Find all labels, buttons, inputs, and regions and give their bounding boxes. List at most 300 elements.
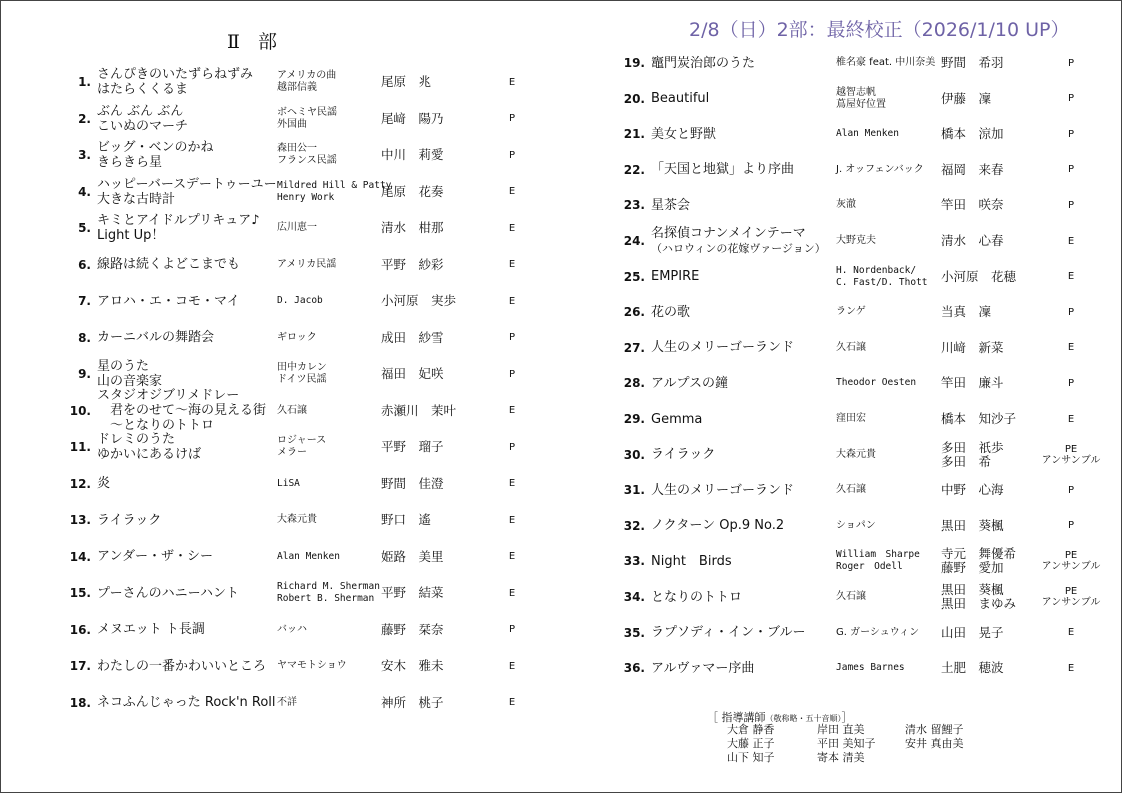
- program-performer: [941, 163, 1004, 177]
- program-composer-line: James Barnes: [836, 662, 905, 674]
- program-composer: [277, 660, 347, 672]
- program-number: 25.: [623, 269, 645, 284]
- program-row: [621, 651, 1111, 685]
- program-performer-line: 当真 凜: [941, 304, 992, 320]
- program-row: [621, 331, 1111, 365]
- program-number: 6.: [78, 257, 91, 272]
- part-title: Ⅱ 部: [227, 31, 283, 53]
- program-category: [482, 697, 542, 708]
- program-composer-line: 不詳: [277, 696, 297, 708]
- program-performer-line: 福田 妃咲: [381, 366, 444, 381]
- program-performer-line: 尾﨑 陽乃: [381, 110, 444, 126]
- program-composer: [836, 549, 920, 573]
- program-title: [97, 67, 253, 97]
- program-title-line: 大きな古時計: [97, 191, 176, 207]
- program-category: [1041, 58, 1101, 69]
- program-title-line: 線路は続くよどこまでも: [97, 257, 241, 272]
- program-category-line: P: [1067, 306, 1075, 318]
- program-performer-line: 土肥 穂波: [941, 660, 1004, 676]
- program-performer-line: 藤野 愛加: [941, 560, 1004, 576]
- program-composer-line: Alan Menken: [277, 550, 340, 562]
- program-category-line: E: [1067, 235, 1075, 247]
- program-title-line: キミとアイドルプリキュア♪: [97, 213, 260, 228]
- program-category: [1041, 307, 1101, 318]
- program-title-line: ライラック: [97, 512, 162, 528]
- program-performer: [941, 583, 1016, 611]
- program-composer-line: ショパン: [836, 519, 876, 531]
- program-composer: [836, 199, 856, 211]
- program-category: [1041, 520, 1101, 531]
- program-composer-line: J. オッフェンバック: [836, 163, 924, 175]
- program-composer-line: Richard M. Sherman: [277, 581, 380, 592]
- program-number: 18.: [69, 695, 91, 710]
- program-performer: [941, 441, 1004, 469]
- program-title: [651, 447, 715, 462]
- program-category-line: PE: [1064, 550, 1078, 562]
- program-number: 19.: [623, 56, 645, 70]
- program-performer-line: 成田 紗雪: [381, 329, 444, 345]
- program-row: [67, 686, 547, 720]
- program-composer: [836, 342, 866, 354]
- program-performer-line: 黒田 まゆみ: [941, 596, 1017, 611]
- program-category-line: E: [508, 697, 516, 708]
- teacher-name: 清水 留鯉子: [905, 723, 964, 736]
- program-performer-line: 黒田 葵楓: [941, 582, 1004, 597]
- program-composer-line: LiSA: [277, 477, 300, 489]
- program-performer-line: 伊藤 凜: [941, 90, 992, 106]
- program-row: [621, 117, 1111, 151]
- program-composer: [277, 581, 380, 605]
- program-composer-line: ランゲ: [836, 306, 866, 318]
- program-composer-line: 大森元貴: [277, 514, 317, 525]
- program-performer-line: 中川 莉愛: [381, 147, 444, 162]
- program-composer-line: G. ガーシュウィン: [836, 626, 920, 638]
- program-composer: [836, 520, 876, 532]
- program-category: [1041, 164, 1101, 175]
- program-title-line: アロハ・エ・コモ・マイ: [97, 293, 240, 309]
- teachers-heading-note: （敬称略・五十音順）: [765, 714, 842, 723]
- program-performer-line: 平野 紗彩: [381, 256, 444, 272]
- program-composer: [277, 362, 327, 386]
- program-performer-line: 黒田 葵楓: [941, 517, 1004, 533]
- program-performer: [941, 341, 1004, 355]
- program-title-line: 人生のメリーゴーランド: [651, 340, 795, 356]
- program-performer: [941, 234, 1004, 248]
- program-title-line: はたらくくるま: [97, 82, 189, 97]
- program-category-line: P: [508, 624, 516, 635]
- program-composer: [277, 624, 307, 636]
- program-category: [482, 186, 542, 197]
- program-performer: [941, 56, 1004, 70]
- program-composer: [277, 259, 336, 271]
- program-category: [482, 661, 542, 672]
- program-number: 20.: [623, 91, 645, 106]
- program-title-line: 星のうた: [97, 359, 150, 374]
- program-title: [651, 226, 826, 256]
- program-composer: [836, 235, 876, 247]
- program-row: [621, 82, 1111, 116]
- program-performer-line: 神所 桃子: [381, 694, 444, 710]
- program-composer-line: 外国曲: [277, 118, 307, 130]
- program-title-line: 君をのせて～海の見える街: [97, 403, 267, 418]
- program-title: [97, 104, 188, 134]
- program-title-line: わたしの一番かわいいところ: [97, 658, 267, 674]
- program-number: 34.: [623, 590, 645, 604]
- program-number: 17.: [69, 659, 91, 673]
- program-title: [651, 376, 728, 391]
- program-performer: [381, 440, 444, 454]
- program-title-line: 炎: [97, 476, 111, 491]
- program-category-line: E: [508, 222, 516, 234]
- program-title-line: Gemma: [651, 411, 703, 427]
- program-composer-line: 大野克夫: [836, 235, 876, 246]
- program-title-line: こいぬのマーチ: [97, 118, 189, 134]
- revision-note: 2/8（日）2部：最終校正（2026/1/10 UP）: [689, 19, 1070, 41]
- program-title-line: となりのトトロ: [651, 589, 743, 605]
- program-category-line: P: [508, 113, 516, 124]
- program-composer-line: D. Jacob: [277, 295, 323, 306]
- program-title: [97, 549, 213, 564]
- program-performer: [381, 185, 444, 199]
- program-performer-line: 川﨑 新菜: [941, 339, 1004, 355]
- program-title: [651, 198, 690, 213]
- program-category: [482, 405, 542, 416]
- program-title: [651, 127, 716, 142]
- program-composer: [277, 478, 300, 490]
- program-number: 16.: [69, 622, 91, 637]
- program-category-line: E: [508, 76, 516, 88]
- program-row: [67, 503, 547, 537]
- program-category-line: E: [508, 551, 516, 562]
- program-performer-line: 小河原 花穂: [941, 268, 1017, 284]
- program-category: [1041, 271, 1101, 282]
- program-category-line: E: [508, 478, 516, 489]
- program-category-line: P: [508, 149, 516, 161]
- program-composer-line: Henry Work: [277, 191, 335, 203]
- program-performer-line: 赤瀬川 茉叶: [381, 402, 457, 418]
- program-number: 7.: [78, 294, 91, 308]
- teachers-heading-close: ］: [841, 711, 853, 724]
- program-performer: [381, 623, 444, 637]
- program-category-line: E: [1067, 413, 1075, 425]
- program-row: [621, 580, 1111, 614]
- program-performer-line: 姫路 美里: [381, 548, 444, 564]
- program-category: [1041, 129, 1101, 140]
- teacher-name: 岸田 直美: [817, 723, 865, 736]
- program-row: [67, 540, 547, 574]
- program-composer-line: 森田公一: [277, 143, 317, 154]
- program-category: [1041, 93, 1101, 104]
- teacher-name: 寄本 清美: [817, 751, 865, 764]
- program-number: 4.: [78, 184, 91, 199]
- program-category-line: E: [508, 259, 516, 270]
- program-performer: [381, 294, 456, 308]
- program-performer: [941, 198, 1004, 212]
- program-composer-line: フランス民謡: [277, 155, 337, 166]
- program-composer: [277, 332, 317, 344]
- teachers-block: [707, 709, 964, 764]
- program-composer-line: 久石譲: [277, 404, 307, 416]
- program-performer: [941, 376, 1004, 390]
- program-number: 23.: [623, 198, 645, 213]
- program-title-line: 「天国と地獄」より序曲: [651, 162, 795, 178]
- program-performer-line: 寺元 舞優希: [941, 546, 1017, 562]
- program-row: [621, 438, 1111, 472]
- program-performer: [941, 305, 991, 319]
- program-category: [1041, 586, 1101, 608]
- program-row: [67, 430, 547, 464]
- program-performer-line: 小河原 実歩: [381, 293, 457, 308]
- program-category: [1041, 200, 1101, 211]
- program-title-line: Beautiful: [651, 91, 710, 107]
- program-title-line: プーさんのハニーハント: [97, 585, 239, 601]
- program-performer-line: 多田 祇歩: [941, 439, 1004, 455]
- program-title: [651, 340, 794, 355]
- program-category: [1041, 378, 1101, 389]
- program-category: [482, 150, 542, 161]
- teacher-name: 大倉 静香: [727, 723, 775, 736]
- program-performer-line: 清水 柑那: [381, 220, 444, 235]
- program-category-line: P: [508, 441, 516, 453]
- program-title: [651, 554, 732, 569]
- program-number: 12.: [69, 476, 91, 491]
- program-performer-line: 中野 心海: [941, 482, 1004, 498]
- program-title-line: アンダー・ザ・シー: [97, 549, 213, 564]
- program-composer-line: 灰澈: [836, 199, 856, 211]
- program-composer-line: 田中カレン: [277, 362, 327, 373]
- teachers-heading-open: ［ 指導講師: [707, 711, 766, 724]
- program-performer-line: 安木 雅未: [381, 658, 444, 673]
- program-category: [482, 478, 542, 489]
- program-title-line: さんぴきのいたずらねずみ: [97, 67, 254, 82]
- program-composer: [277, 143, 337, 167]
- program-category: [1041, 550, 1101, 572]
- program-composer: [836, 306, 866, 318]
- program-row: [67, 388, 547, 433]
- program-composer: [836, 265, 928, 289]
- program-title: [651, 162, 794, 177]
- program-composer: [836, 377, 916, 389]
- program-title: [97, 330, 214, 345]
- program-number: 9.: [78, 367, 91, 381]
- program-number: 27.: [623, 340, 645, 355]
- teacher-names: [727, 723, 985, 765]
- program-category: [482, 369, 542, 380]
- program-composer-line: 広川恵一: [277, 222, 317, 233]
- program-performer: [381, 659, 444, 673]
- program-category-line: P: [1067, 520, 1075, 532]
- program-number: 14.: [69, 549, 91, 564]
- program-performer: [941, 626, 1004, 640]
- program-category-line: E: [1067, 271, 1075, 283]
- program-row: [621, 260, 1111, 294]
- program-number: 1.: [78, 75, 91, 89]
- program-title-line: ネコふんじゃった Rock'n Roll: [97, 695, 276, 710]
- program-title: [651, 412, 702, 427]
- program-number: 2.: [78, 111, 91, 126]
- program-title-line: アルヴァマー序曲: [651, 660, 755, 676]
- program-performer-line: 竿田 廉斗: [941, 375, 1004, 391]
- program-composer-line: 椎名豪 feat. 中川奈美: [836, 57, 936, 68]
- program-row: [67, 649, 547, 683]
- program-title: [97, 659, 266, 674]
- teacher-name: 山下 知子: [727, 751, 775, 764]
- program-number: 5.: [78, 221, 91, 235]
- program-performer-line: 野間 希羽: [941, 55, 1004, 70]
- program-composer: [277, 435, 326, 459]
- program-composer: [277, 514, 317, 526]
- program-composer-line: ボヘミヤ民謡: [277, 106, 337, 118]
- program-title: [651, 661, 754, 676]
- program-row: [621, 402, 1111, 436]
- program-title: [651, 269, 699, 284]
- program-row: [67, 321, 547, 355]
- program-composer-line: ヤマモトショウ: [277, 660, 347, 671]
- program-composer-line: 久石譲: [836, 484, 866, 496]
- program-category: [482, 113, 542, 124]
- program-composer-line: 久石譲: [836, 341, 866, 353]
- program-composer: [836, 591, 866, 603]
- program-category-line: P: [1067, 164, 1075, 176]
- program-category-line: E: [508, 514, 516, 526]
- program-title: [97, 586, 239, 601]
- program-performer-line: 尾原 花奏: [381, 183, 444, 199]
- program-performer: [381, 696, 444, 710]
- program-composer: [836, 164, 924, 176]
- program-row: [67, 613, 547, 647]
- program-row: [621, 188, 1111, 222]
- program-category-line: E: [1067, 662, 1075, 674]
- program-category-line: E: [508, 295, 516, 307]
- program-row: [621, 224, 1111, 258]
- program-performer: [941, 412, 1016, 426]
- program-performer: [381, 367, 444, 381]
- program-performer: [381, 550, 444, 564]
- program-category: [482, 624, 542, 635]
- program-composer-line: 久石譲: [836, 591, 866, 602]
- program-title: [97, 140, 213, 170]
- program-category: [482, 588, 542, 599]
- program-number: 21.: [623, 127, 645, 142]
- program-composer-line: Alan Menken: [836, 128, 899, 140]
- program-row: [621, 366, 1111, 400]
- program-category: [482, 332, 542, 343]
- program-category: [1041, 236, 1101, 247]
- program-category: [482, 223, 542, 234]
- program-performer-line: 藤野 栞奈: [381, 621, 444, 637]
- program-performer: [941, 483, 1004, 497]
- program-performer: [941, 547, 1016, 575]
- program-number: 13.: [69, 513, 91, 527]
- program-number: 8.: [78, 330, 91, 345]
- program-category-line: E: [508, 587, 516, 599]
- program-performer: [381, 112, 444, 126]
- program-performer: [381, 513, 431, 527]
- teacher-name: 大藤 正子: [727, 737, 775, 750]
- program-title-line: 名探偵コナンメインテーマ: [651, 226, 806, 241]
- program-composer-line: アメリカの曲: [277, 70, 337, 81]
- program-title: [97, 476, 110, 491]
- program-title-line: ノクターン Op.9 No.2: [651, 518, 785, 534]
- program-composer: [277, 551, 340, 563]
- program-performer: [381, 404, 456, 418]
- program-number: 10.: [69, 403, 91, 418]
- program-performer-line: 野口 遙: [381, 512, 432, 527]
- program-title-line: ～となりのトトロ: [97, 418, 215, 433]
- program-composer: [277, 70, 336, 94]
- program-composer: [836, 128, 899, 140]
- program-title-line: 人生のメリーゴーランド: [651, 482, 795, 498]
- program-number: 28.: [623, 376, 645, 391]
- program-category: [1041, 485, 1101, 496]
- program-row: [621, 616, 1111, 650]
- program-category-line: P: [1067, 93, 1075, 105]
- program-performer-line: 尾原 兆: [381, 74, 432, 89]
- program-performer-line: 多田 希: [941, 453, 992, 469]
- program-row: [67, 102, 547, 136]
- program-category-line: P: [1067, 484, 1075, 496]
- program-title-line: ぶん ぶん ぶん: [97, 103, 184, 119]
- program-title-line: ハッピーバースデートゥーユー: [97, 176, 277, 192]
- program-category: [1041, 342, 1101, 353]
- program-title-line: ゆかいにあるけば: [97, 447, 202, 462]
- program-category-line: P: [1067, 57, 1075, 69]
- program-number: 29.: [623, 412, 645, 426]
- program-performer: [381, 586, 444, 600]
- program-category: [482, 442, 542, 453]
- program-composer: [277, 107, 337, 131]
- program-title-line: きらきら星: [97, 155, 163, 170]
- program-title-line: カーニバルの舞踏会: [97, 330, 215, 345]
- program-category-line: PE: [1064, 443, 1078, 455]
- program-title: [97, 359, 162, 389]
- program-title-line: Night Birds: [651, 553, 732, 569]
- program-title-line: EMPIRE: [651, 269, 700, 285]
- program-performer: [941, 270, 1016, 284]
- program-title: [651, 625, 805, 640]
- program-title-line: ラプソディ・イン・ブルー: [651, 625, 806, 641]
- program-title-line: 山の音楽家: [97, 374, 163, 389]
- program-composer-line: 蔦屋好位置: [836, 98, 886, 110]
- program-composer: [277, 405, 307, 417]
- program-category: [482, 259, 542, 270]
- program-composer-line: 越智志帆: [836, 86, 876, 98]
- program-composer-line: Theodor Oesten: [836, 377, 917, 389]
- program-title: [651, 305, 690, 320]
- program-category-line: P: [1067, 377, 1075, 389]
- program-number: 11.: [69, 440, 91, 454]
- program-composer: [277, 222, 317, 234]
- program-category-line: E: [508, 186, 516, 197]
- program-title: [97, 177, 277, 207]
- program-row: [621, 295, 1111, 329]
- program-composer-line: Roger Odell: [836, 561, 903, 573]
- program-category: [482, 77, 542, 88]
- program-category: [482, 515, 542, 526]
- program-performer: [381, 258, 444, 272]
- program-composer-line: Robert B. Sherman: [277, 593, 375, 604]
- program-performer: [941, 661, 1004, 675]
- program-category-line: P: [508, 368, 516, 380]
- program-composer-line: William Sharpe: [836, 549, 920, 561]
- program-title-line: 竈門炭治郎のうた: [651, 55, 756, 71]
- program-title: [97, 432, 201, 462]
- program-number: 31.: [623, 483, 645, 498]
- program-performer-line: 竿田 咲奈: [941, 197, 1004, 213]
- program-title-line: 星茶会: [651, 197, 691, 213]
- program-number: 22.: [623, 162, 645, 177]
- program-composer: [836, 662, 905, 674]
